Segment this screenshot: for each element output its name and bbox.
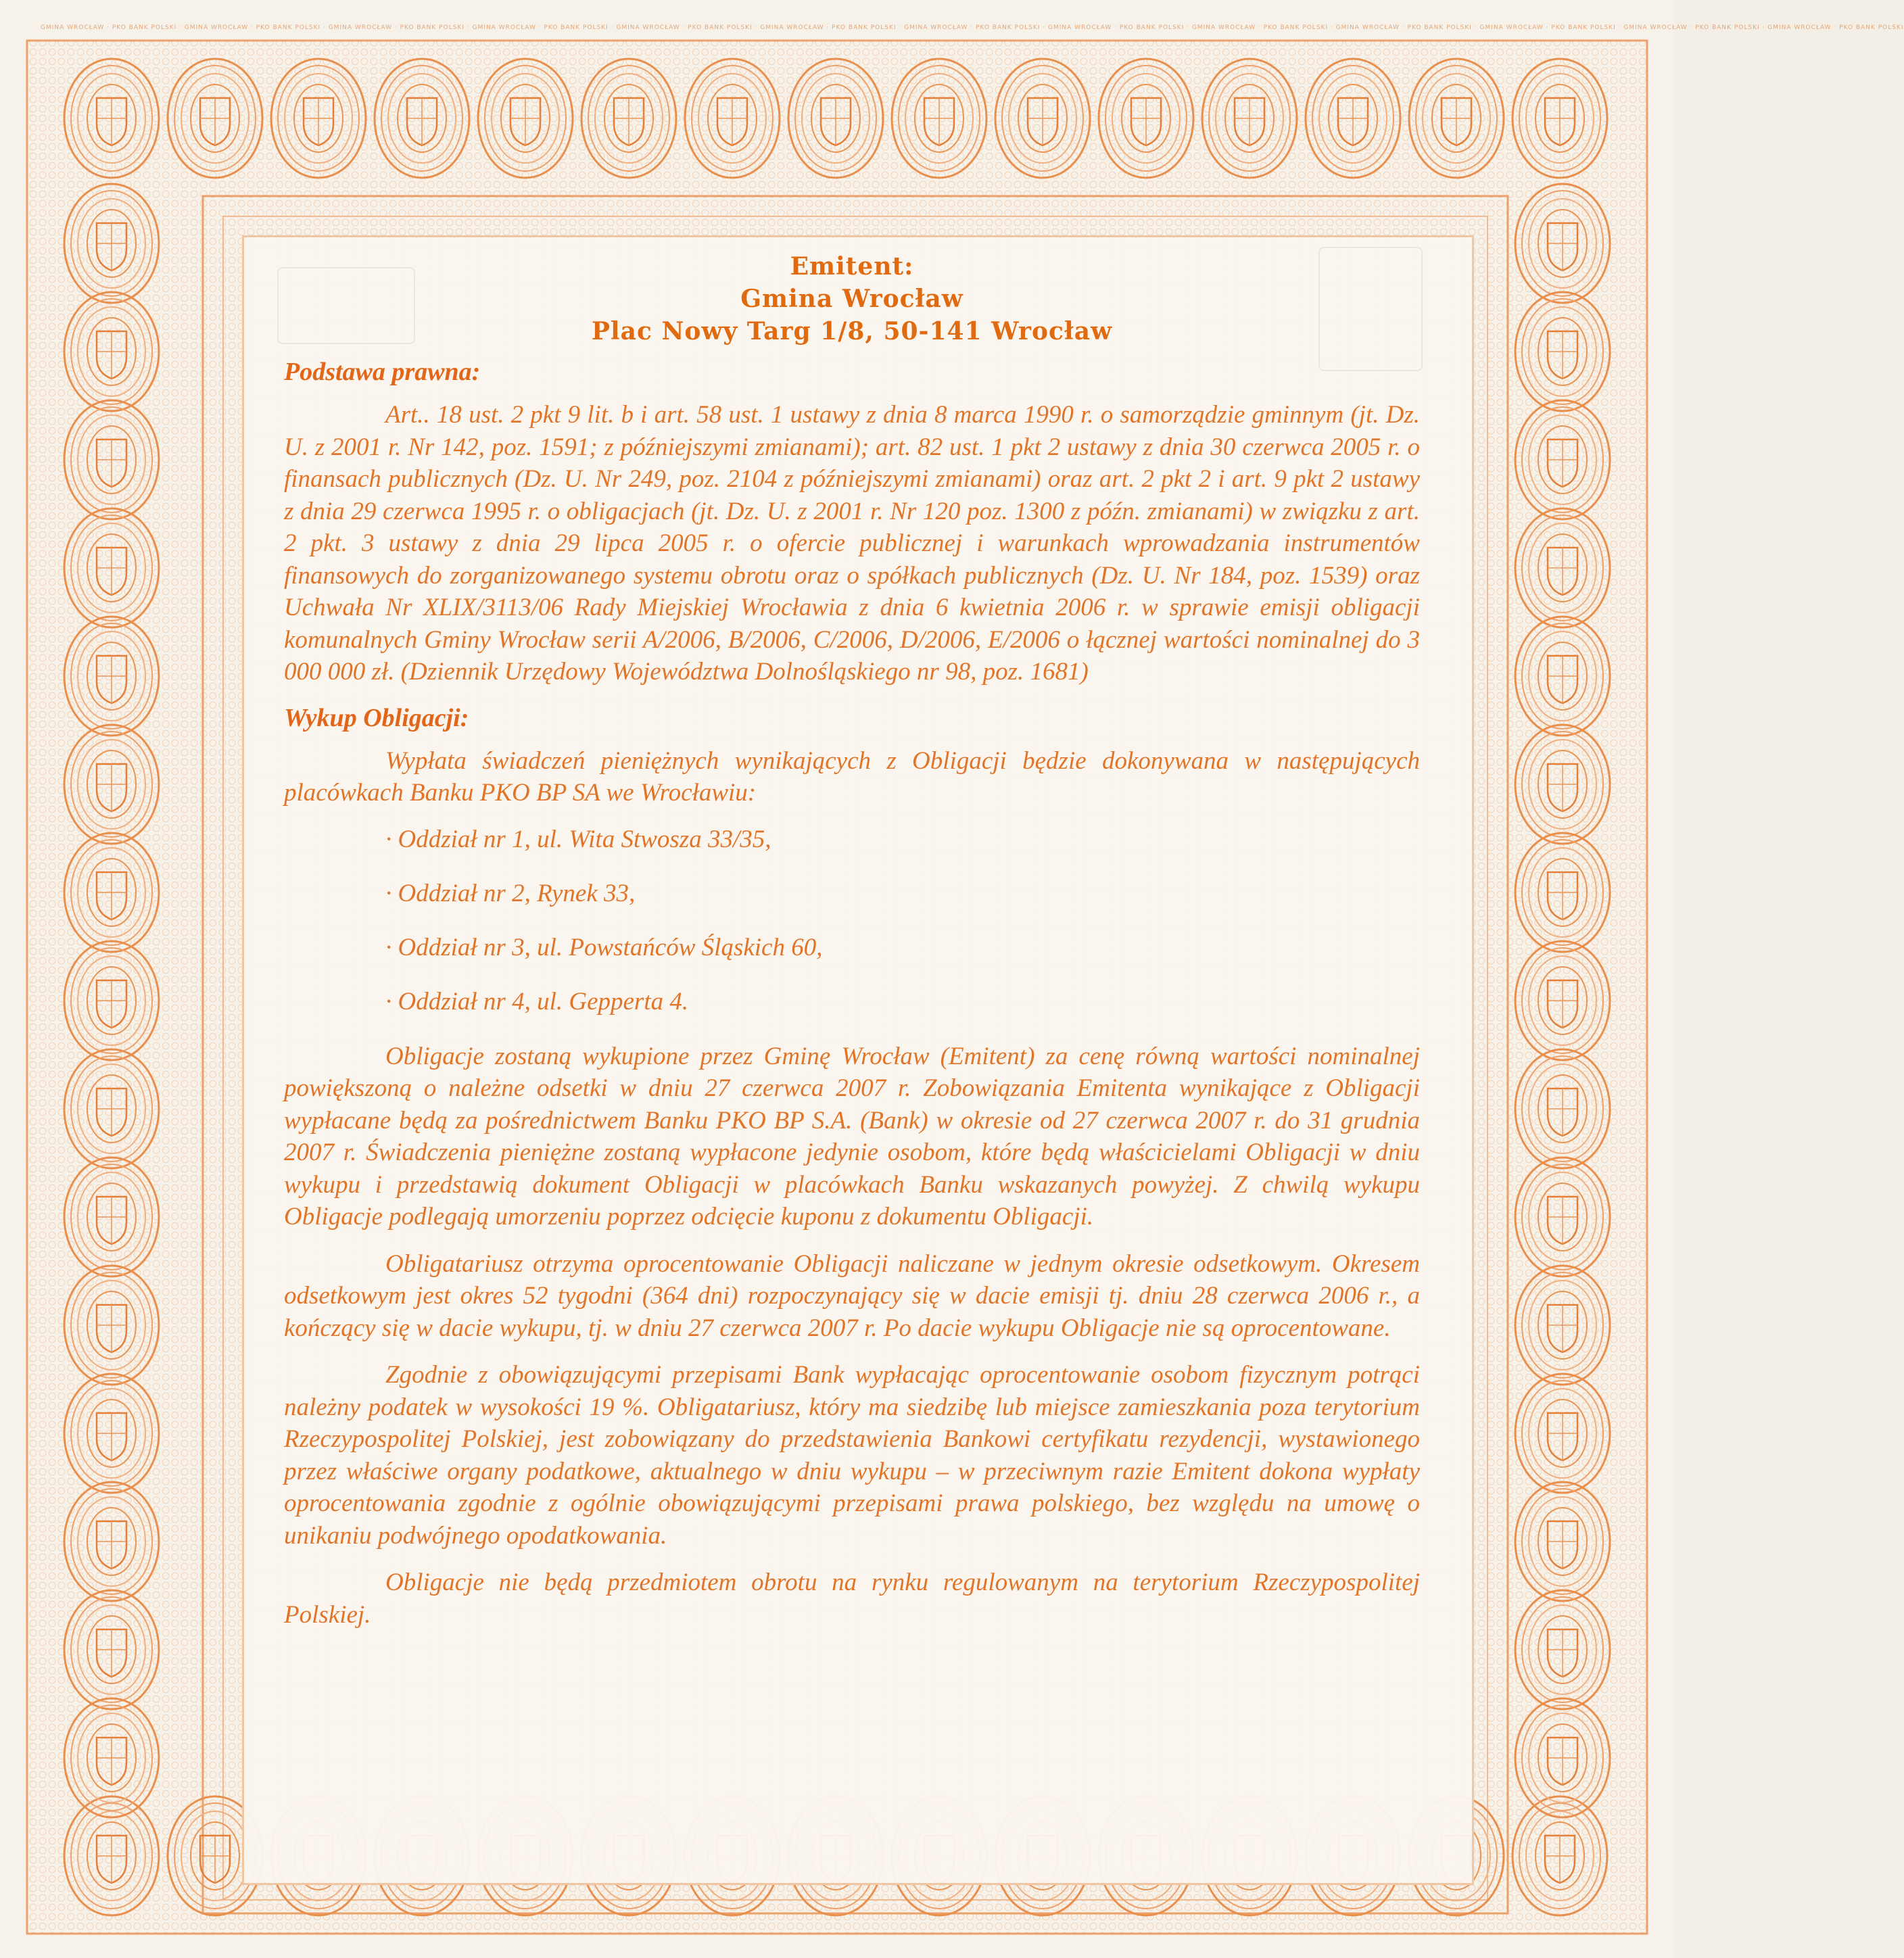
branch-item: · Oddział nr 1, ul. Wita Stwosza 33/35, <box>385 824 1420 855</box>
branch-item: · Oddział nr 4, ul. Gepperta 4. <box>385 986 1420 1018</box>
issuer-name: Gmina Wrocław <box>740 285 963 313</box>
branch-list <box>284 824 1420 1018</box>
redemption-terms-paragraph: Obligacje zostaną wykupione przez Gminę Wrocław (Emitent) za cenę równą wartości nominalnej powiększoną o należne odsetki w dniu 27 czerwca 2007 r. Zobowiązania Emitenta wynikające z Obligacji wypłacane będą za pośrednictwem Banku PKO BP S.A. (Bank) w okresie od 27 czerwca 2007 r. do 31 grudnia 2007 r. Świadczenia pieniężne zostaną wypłacone jedynie osobom, które będą właścicielami Obligacji w dniu wykupu i przedstawią dokument Obligacji w placówkach Banku wskazanych powyżej. Z chwilą wykupu Obligacje podlegają umorzeniu poprzez odcięcie kuponu z dokumentu Obligacji. <box>284 1042 1420 1231</box>
document-content <box>284 250 1420 1646</box>
microprint-line: GMINA WROCŁAW · PKO BANK POLSKI · GMINA WROCŁAW · PKO BANK POLSKI · GMINA WROCŁAW · PKO BANK POLSKI · GMINA WROCŁAW · PKO BANK POLSKI · GMINA WROCŁAW · PKO BANK POLSKI · GMINA WROCŁAW · PKO BANK POLSKI · GMINA WROCŁAW · PKO BANK POLSKI · GMINA WROCŁAW · PKO BANK POLSKI · GMINA WROCŁAW · PKO BANK POLSKI · GMINA WROCŁAW · PKO BANK POLSKI · GMINA WROCŁAW · PKO BANK POLSKI · GMINA WROCŁAW · PKO BANK POLSKI · GMINA WROCŁAW · PKO BANK POLSKI <box>41 24 1904 31</box>
interest-paragraph: Obligatariusz otrzyma oprocentowanie Obligacji naliczane w jednym okresie odsetkowym. Okresem odsetkowym jest okres 52 tygodni (364 dni) rozpoczynający się w dacie emisji tj. dniu 28 czerwca 2006 r., a kończący się w dacie wykupu, tj. w dniu 27 czerwca 2007 r. Po dacie wykupu Obligacje nie są oprocentowane. <box>284 1249 1420 1342</box>
branch-item: · Oddział nr 3, ul. Powstańców Śląskich 60, <box>385 932 1420 963</box>
redemption-title: Wykup Obligacji: <box>284 703 469 732</box>
tax-paragraph: Zgodnie z obowiązującymi przepisami Bank wypłacając oprocentowanie osobom fizycznym potrąci należny podatek w wysokości 19 %. Obligatariusz, który ma siedzibę lub miejsce zamieszkania poza terytorium Rzeczypospolitej Polskiej, jest zobowiązany do przedstawienia Bankowi certyfikatu rezydencji, wystawionego przez właściwe organy podatkowe, aktualnego w dniu wykupu – w przeciwnym razie Emitent dokona wypłaty oprocentowania zgodnie z ogólnie obowiązującymi przepisami prawa polskiego, bez względu na umowę o unikaniu podwójnego opodatkowania. <box>284 1361 1420 1550</box>
trading-paragraph: Obligacje nie będą przedmiotem obrotu na rynku regulowanym na terytorium Rzeczypospolitej Polskiej. <box>284 1569 1420 1629</box>
legal-basis-title: Podstawa prawna: <box>284 358 481 386</box>
branch-item: · Oddział nr 2, Rynek 33, <box>385 878 1420 909</box>
redemption-intro: Wypłata świadczeń pieniężnych wynikających z Obligacji będzie dokonywana w następujących placówkach Banku PKO BP SA we Wrocławiu: <box>284 746 1420 807</box>
issuer-label: Emitent: <box>790 252 914 281</box>
issuer-address: Plac Nowy Targ 1/8, 50-141 Wrocław <box>591 317 1113 345</box>
legal-basis-text: Art.. 18 ust. 2 pkt 9 lit. b i art. 58 ust. 1 ustawy z dnia 8 marca 1990 r. o samorządzie gminnym (jt. Dz. U. z 2001 r. Nr 142, poz. 1591; z późniejszymi zmianami); art. 82 ust. 1 pkt 2 ustawy z dnia 30 czerwca 2005 r. o finansach publicznych (Dz. U. Nr 249, poz. 2104 z późniejszymi zmianami) oraz art. 2 pkt 2 i art. 9 pkt 2 ustawy z dnia 29 czerwca 1995 r. o obligacjach (jt. Dz. U. z 2001 r. Nr 120 poz. 1300 z późn. zmianami) w związku z art. 2 pkt. 3 ustawy z dnia 29 lipca 2005 r. o ofercie publicznej i warunkach wprowadzania instrumentów finansowych do zorganizowanego systemu obrotu oraz o spółkach publicznych (Dz. U. Nr 184, poz. 1539) oraz Uchwała Nr XLIX/3113/06 Rady Miejskiej Wrocławia z dnia 6 kwietnia 2006 r. w sprawie emisji obligacji komunalnych Gminy Wrocław serii A/2006, B/2006, C/2006, D/2006, E/2006 o łącznej wartości nominalnej do 3 000 000 zł. (Dziennik Urzędowy Województwa Dolnośląskiego nr 98, poz. 1681) <box>284 401 1420 686</box>
issuer-header <box>284 250 1420 348</box>
